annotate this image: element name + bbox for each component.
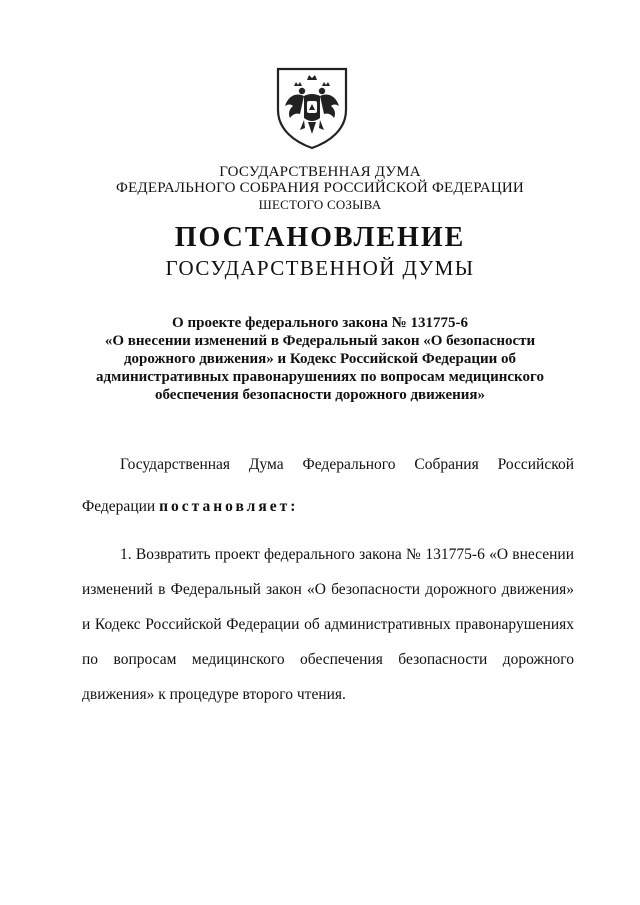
document-title: ПОСТАНОВЛЕНИЕ: [174, 222, 466, 253]
subject-line: обеспечения безопасности дорожного движения»: [154, 387, 486, 403]
subject-line: «О внесении изменений в Федеральный закон «О безопасности: [104, 333, 536, 349]
preamble-prefix: Федерации: [82, 498, 160, 515]
item-1-line: 1. Возвратить проект федерального закона № 131775-6 «О внесении: [120, 546, 574, 563]
document-subject: [0, 314, 640, 404]
item-1-line: изменений в Федеральный закон «О безопасности дорожного движения»: [82, 581, 574, 598]
subject-line: О проекте федерального закона № 131775-6: [172, 315, 468, 331]
subject-line: дорожного движения» и Кодекс Российской Федерации об: [123, 351, 517, 367]
russian-coat-of-arms-icon: [274, 66, 350, 150]
header-line-2: ФЕДЕРАЛЬНОГО СОБРАНИЯ РОССИЙСКОЙ ФЕДЕРАЦИИ: [116, 180, 524, 196]
item-1-line: и Кодекс Российской Федерации об административных правонарушениях: [82, 616, 574, 633]
header-line-1: ГОСУДАРСТВЕННАЯ ДУМА: [219, 164, 421, 180]
item-1-line: по вопросам медицинского обеспечения безопасности дорожного: [82, 651, 574, 668]
preamble-line-1: Государственная Дума Федерального Собрания Российской: [120, 456, 574, 473]
header-line-3: ШЕСТОГО СОЗЫВА: [258, 197, 382, 212]
subject-line: административных правонарушениях по вопросам медицинского: [96, 369, 544, 385]
preamble-verb: постановляет:: [159, 498, 299, 515]
document-subtitle: ГОСУДАРСТВЕННОЙ ДУМЫ: [165, 256, 475, 280]
preamble-line-2: [82, 498, 574, 516]
item-1-line: движения» к процедуре второго чтения.: [82, 686, 346, 703]
